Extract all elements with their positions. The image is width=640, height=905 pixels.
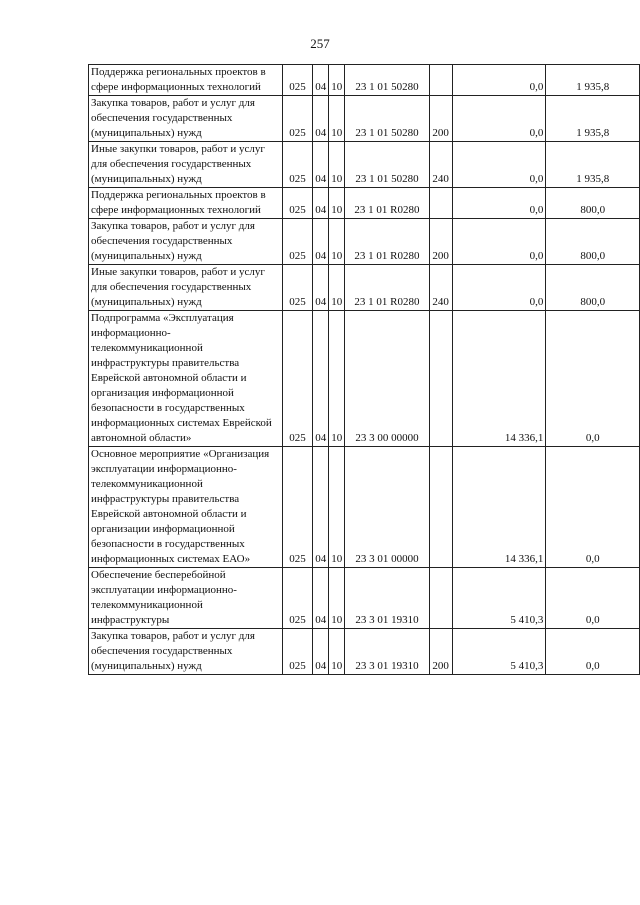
- section-code: 04: [313, 96, 329, 142]
- table-row: [89, 188, 640, 219]
- amount-second: 0,0: [546, 447, 640, 568]
- amount-second: 0,0: [546, 568, 640, 629]
- amount-second: 1 935,8: [546, 65, 640, 96]
- ministry-code: 025: [282, 311, 313, 447]
- table-row: [89, 568, 640, 629]
- ministry-code: 025: [282, 447, 313, 568]
- expense-name: Закупка товаров, работ и услуг для обеспечения государственных (муниципальных) нужд: [89, 629, 283, 675]
- section-code: 04: [313, 219, 329, 265]
- ministry-code: 025: [282, 219, 313, 265]
- amount-first: 0,0: [452, 265, 546, 311]
- table-row: [89, 219, 640, 265]
- subsection-code: 10: [329, 447, 345, 568]
- table-row: [89, 311, 640, 447]
- expense-name: Иные закупки товаров, работ и услуг для обеспечения государственных (муниципальных) нужд: [89, 265, 283, 311]
- expense-name: Закупка товаров, работ и услуг для обеспечения государственных (муниципальных) нужд: [89, 96, 283, 142]
- target-article-code: 23 1 01 R0280: [345, 219, 429, 265]
- section-code: 04: [313, 568, 329, 629]
- expense-type-code: [429, 188, 452, 219]
- subsection-code: 10: [329, 629, 345, 675]
- target-article-code: 23 3 01 00000: [345, 447, 429, 568]
- target-article-code: 23 3 01 19310: [345, 568, 429, 629]
- target-article-code: 23 1 01 R0280: [345, 265, 429, 311]
- expense-name: Основное мероприятие «Организация эксплуатации информационно-телекоммуникационной инфраструктуры правительства Еврейской автономной области и организации информационной безопасности в государственных информационных системах ЕАО»: [89, 447, 283, 568]
- ministry-code: 025: [282, 96, 313, 142]
- budget-table: [88, 64, 640, 675]
- table-row: [89, 265, 640, 311]
- ministry-code: 025: [282, 65, 313, 96]
- subsection-code: 10: [329, 219, 345, 265]
- expense-type-code: [429, 311, 452, 447]
- amount-first: 0,0: [452, 219, 546, 265]
- table-row: [89, 65, 640, 96]
- ministry-code: 025: [282, 568, 313, 629]
- expense-name: Поддержка региональных проектов в сфере информационных технологий: [89, 188, 283, 219]
- subsection-code: 10: [329, 188, 345, 219]
- ministry-code: 025: [282, 629, 313, 675]
- expense-type-code: 200: [429, 96, 452, 142]
- target-article-code: 23 1 01 50280: [345, 96, 429, 142]
- amount-first: 14 336,1: [452, 311, 546, 447]
- amount-second: 0,0: [546, 311, 640, 447]
- target-article-code: 23 3 00 00000: [345, 311, 429, 447]
- amount-first: 0,0: [452, 142, 546, 188]
- amount-first: 0,0: [452, 65, 546, 96]
- subsection-code: 10: [329, 142, 345, 188]
- subsection-code: 10: [329, 96, 345, 142]
- subsection-code: 10: [329, 311, 345, 447]
- table-row: [89, 142, 640, 188]
- expense-name: Закупка товаров, работ и услуг для обеспечения государственных (муниципальных) нужд: [89, 219, 283, 265]
- amount-first: 0,0: [452, 96, 546, 142]
- subsection-code: 10: [329, 65, 345, 96]
- expense-type-code: [429, 447, 452, 568]
- amount-first: 14 336,1: [452, 447, 546, 568]
- page-number: 257: [310, 36, 330, 51]
- target-article-code: 23 1 01 R0280: [345, 188, 429, 219]
- expense-name: Обеспечение бесперебойной эксплуатации информационно-телекоммуникационной инфраструктуры: [89, 568, 283, 629]
- expense-type-code: [429, 65, 452, 96]
- target-article-code: 23 3 01 19310: [345, 629, 429, 675]
- subsection-code: 10: [329, 265, 345, 311]
- expense-type-code: 240: [429, 265, 452, 311]
- expense-type-code: 200: [429, 629, 452, 675]
- ministry-code: 025: [282, 265, 313, 311]
- amount-second: 1 935,8: [546, 142, 640, 188]
- ministry-code: 025: [282, 188, 313, 219]
- ministry-code: 025: [282, 142, 313, 188]
- target-article-code: 23 1 01 50280: [345, 65, 429, 96]
- expense-type-code: [429, 568, 452, 629]
- amount-second: 1 935,8: [546, 96, 640, 142]
- section-code: 04: [313, 311, 329, 447]
- expense-name: Поддержка региональных проектов в сфере информационных технологий: [89, 65, 283, 96]
- table-row: [89, 629, 640, 675]
- section-code: 04: [313, 265, 329, 311]
- subsection-code: 10: [329, 568, 345, 629]
- amount-second: 800,0: [546, 219, 640, 265]
- section-code: 04: [313, 65, 329, 96]
- section-code: 04: [313, 188, 329, 219]
- amount-first: 5 410,3: [452, 568, 546, 629]
- expense-type-code: 240: [429, 142, 452, 188]
- target-article-code: 23 1 01 50280: [345, 142, 429, 188]
- amount-first: 5 410,3: [452, 629, 546, 675]
- budget-table-body: [89, 65, 640, 675]
- expense-name: Иные закупки товаров, работ и услуг для обеспечения государственных (муниципальных) нужд: [89, 142, 283, 188]
- table-row: [89, 96, 640, 142]
- expense-type-code: 200: [429, 219, 452, 265]
- amount-second: 800,0: [546, 265, 640, 311]
- section-code: 04: [313, 447, 329, 568]
- table-row: [89, 447, 640, 568]
- amount-first: 0,0: [452, 188, 546, 219]
- amount-second: 800,0: [546, 188, 640, 219]
- expense-name: Подпрограмма «Эксплуатация информационно-телекоммуникационной инфраструктуры правительства Еврейской автономной области и организация информационной безопасности в государственных информационных системах Еврейской автономной области»: [89, 311, 283, 447]
- amount-second: 0,0: [546, 629, 640, 675]
- section-code: 04: [313, 142, 329, 188]
- section-code: 04: [313, 629, 329, 675]
